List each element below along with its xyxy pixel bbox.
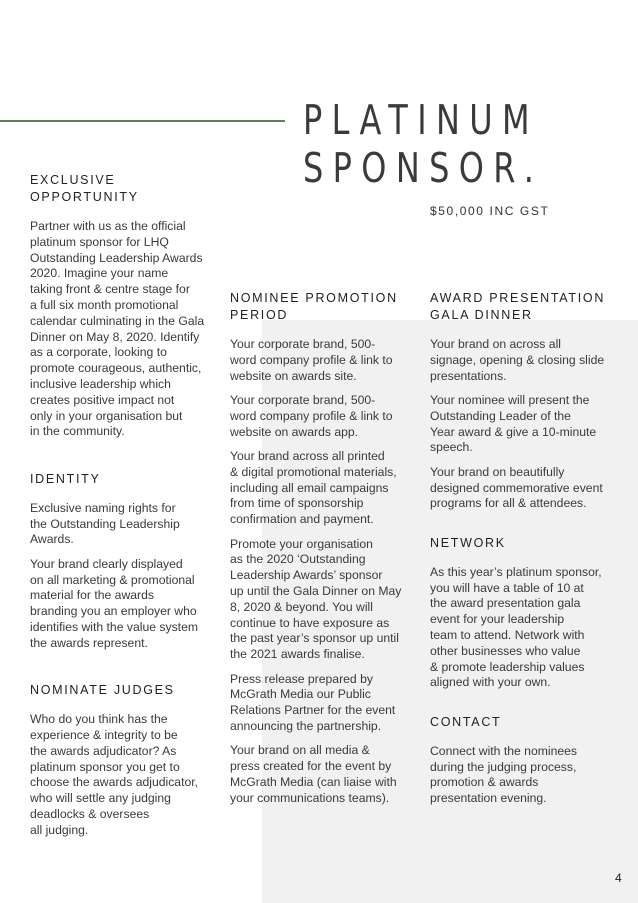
promotion-text-1: Your corporate brand, 500- word company profile & link to website on awards site. (230, 337, 393, 383)
identity-heading: IDENTITY (30, 471, 101, 486)
page-number: 4 (615, 871, 622, 885)
nominee-promotion-heading: NOMINEE PROMOTION PERIOD (230, 291, 398, 322)
promotion-text-5: Press release prepared by McGrath Media our Public Relations Partner for the event announcing the partnership. (230, 671, 396, 733)
title-line-2: SPONSOR. (303, 144, 544, 192)
nominate-judges-heading: NOMINATE JUDGES (30, 683, 175, 698)
award-text-1: Your brand on across all signage, opening & closing slide presentations. (430, 337, 605, 383)
network-text: As this year’s platinum sponsor, you will have a table of 10 at the award presentation gala event for your leadership team to attend. Network with other businesses who value & promote leadership values aligned with your own. (430, 564, 602, 690)
middle-column (230, 290, 412, 815)
contact-heading: CONTACT (430, 714, 502, 729)
nominate-judges-text: Who do you think has the experience & integrity to be the awards adjudicator? As platinum sponsor you get to choose the awards adjudicator, who will settle any judging deadlocks & oversees all judging. (30, 712, 199, 837)
green-divider (0, 120, 285, 122)
identity-text-2: Your brand clearly displayed on all marketing & promotional material for the awards branding you an employer who identifies with the value system the awards represent. (30, 556, 198, 650)
promotion-text-2: Your corporate brand, 500- word company profile & link to website on awards app. (230, 392, 393, 439)
identity-text-1: Exclusive naming rights for the Outstanding Leadership Awards. (30, 500, 180, 547)
promotion-text-4: Promote your organisation as the 2020 ‘Outstanding Leadership Awards’ sponsor up until the Gala Dinner on May 8, 2020 & beyond. You will continue to have exposure as the past year’s sponsor up until the 2021 awards finalise. (230, 536, 402, 662)
right-column (430, 290, 615, 816)
left-column (30, 172, 212, 847)
page-title (303, 96, 553, 192)
award-text-2: Your nominee will present the Outstanding Leader of the Year award & give a 10-minute speech. (430, 392, 597, 455)
promotion-text-3: Your brand across all printed & digital promotional materials, including all email campaigns from time of sponsorship confirmation and payment. (230, 448, 397, 527)
promotion-text-6: Your brand on all media & press created for the event by McGrath Media (can liaise with your communications teams). (230, 743, 397, 805)
contact-text: Connect with the nominees during the judging process, promotion & awards presentation evening. (430, 743, 578, 806)
price-label: $50,000 INC GST (430, 204, 550, 218)
network-heading: NETWORK (430, 535, 506, 550)
exclusive-opportunity-text: Partner with us as the official platinum sponsor for LHQ Outstanding Leadership Awards 2020. Imagine your name taking front & centre stage for a full six month promotional calendar culminating in the Gala Dinner on May 8, 2020. Identify as a corporate, looking to promote courageous, authentic, inclusive leadership which creates positive impact not only in your organisation but in the community. (30, 219, 205, 439)
title-line-1: PLATINUM (303, 96, 539, 144)
exclusive-opportunity-heading: EXCLUSIVE OPPORTUNITY (30, 173, 139, 204)
award-text-3: Your brand on beautifully designed commemorative event programs for all & attendees. (430, 464, 603, 511)
award-presentation-heading: AWARD PRESENTATION GALA DINNER (430, 291, 606, 322)
